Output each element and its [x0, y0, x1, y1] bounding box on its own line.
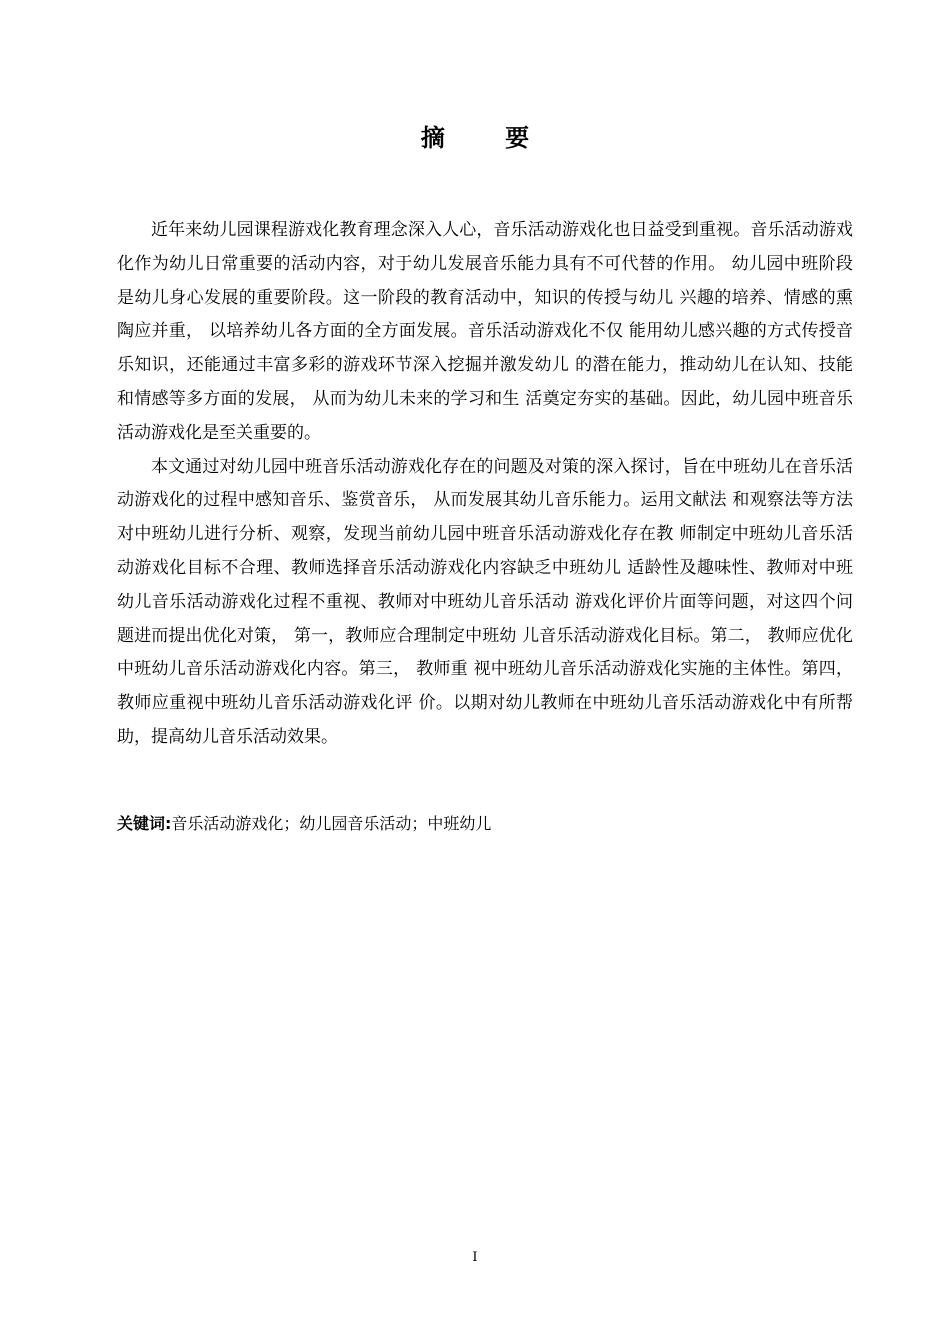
- abstract-body: [117, 214, 853, 755]
- abstract-title: 摘 要: [420, 124, 556, 152]
- abstract-paragraph-1: 近年来幼儿园课程游戏化教育理念深入人心，音乐活动游戏化也日益受到重视。音乐活动游戏化作为幼儿日常重要的活动内容，对于幼儿发展音乐能力具有不可代替的作用。 幼儿园中班阶段是幼儿身心发展的重要阶段。这一阶段的教育活动中，知识的传授与幼儿 兴趣的培养、情感的熏陶应并重， 以培养幼儿各方面的全方面发展。音乐活动游戏化不仅 能用幼儿感兴趣的方式传授音乐知识，还能通过丰富多彩的游戏环节深入挖掘并激发幼儿 的潜在能力，推动幼儿在认知、技能和情感等多方面的发展， 从而为幼儿未来的学习和生 活奠定夯实的基础。因此，幼儿园中班音乐活动游戏化是至关重要的。: [117, 220, 853, 443]
- keywords-value: 音乐活动游戏化；幼儿园音乐活动；中班幼儿: [171, 814, 492, 833]
- keywords-line: [117, 810, 853, 838]
- abstract-paragraph-2: 本文通过对幼儿园中班音乐活动游戏化存在的问题及对策的深入探讨，旨在中班幼儿在音乐活动游戏化的过程中感知音乐、鉴赏音乐， 从而发展其幼儿音乐能力。运用文献法 和观察法等方法对中班幼儿进行分析、观察，发现当前幼儿园中班音乐活动游戏化存在教 师制定中班幼儿音乐活动游戏化目标不合理、教师选择音乐活动游戏化内容缺乏中班幼儿 适龄性及趣味性、教师对中班幼儿音乐活动游戏化过程不重视、教师对中班幼儿音乐活动 游戏化评价片面等问题，对这四个问题进而提出优化对策， 第一，教师应合理制定中班幼 儿音乐活动游戏化目标。第二， 教师应优化中班幼儿音乐活动游戏化内容。第三， 教师重 视中班幼儿音乐活动游戏化实施的主体性。第四，教师应重视中班幼儿音乐活动游戏化评 价。以期对幼儿教师在中班幼儿音乐活动游戏化中有所帮助，提高幼儿音乐活动效果。: [117, 456, 853, 747]
- keywords-label: 关键词:: [117, 814, 172, 833]
- page-number: I: [472, 1250, 478, 1265]
